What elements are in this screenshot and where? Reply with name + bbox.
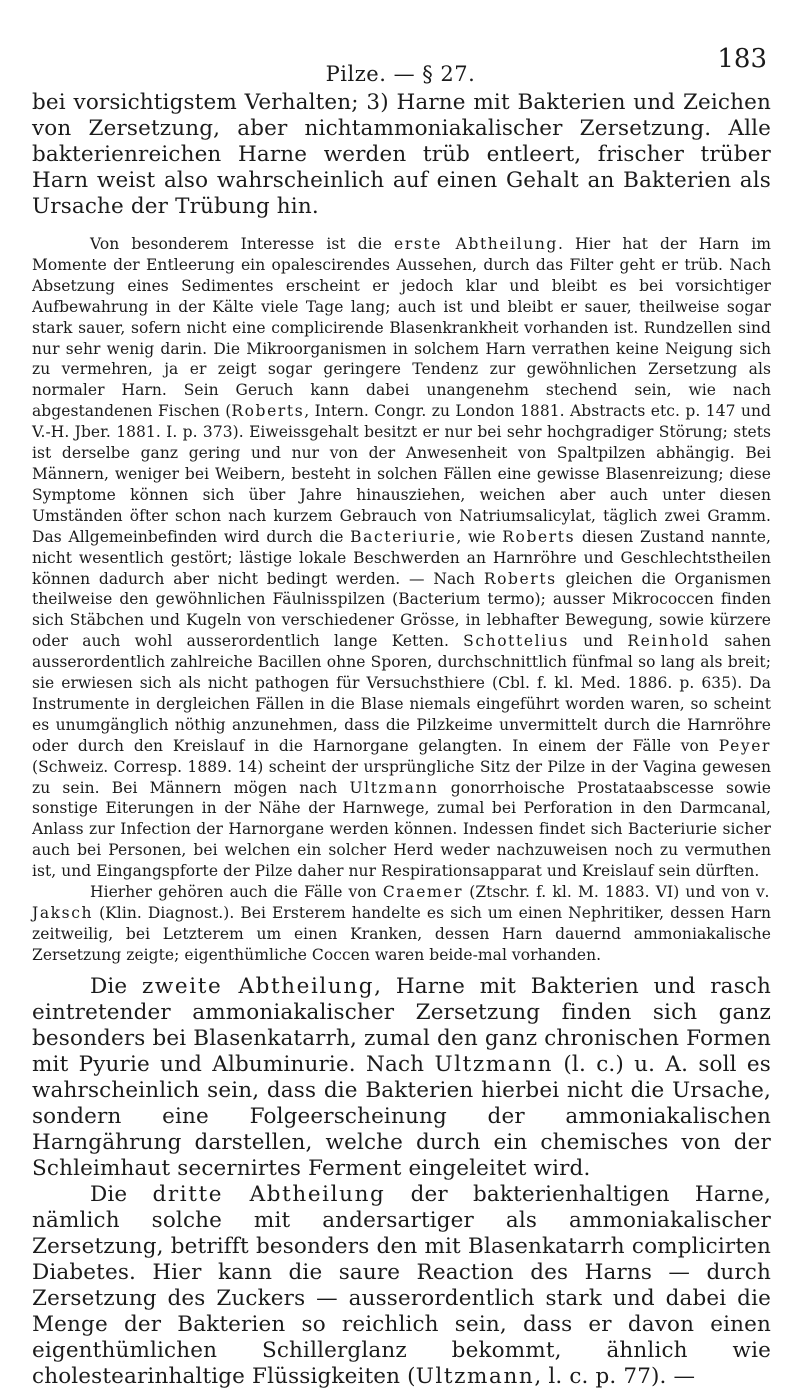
- author-name: Roberts: [231, 402, 305, 421]
- author-name: v. Jaksch: [32, 883, 772, 922]
- page-body: [32, 90, 771, 1390]
- author-name: Schottelius: [463, 632, 569, 651]
- author-name: Roberts: [483, 569, 557, 588]
- author-name: Craemer: [382, 883, 464, 902]
- page-number: 183: [717, 44, 767, 74]
- author-name: Ultzmann: [415, 1363, 535, 1389]
- spaced-term: erste Abtheilung: [394, 235, 558, 253]
- author-name: Ultzmann: [434, 1051, 554, 1077]
- author-name: Peyer: [718, 736, 771, 755]
- paragraph-text: bei vorsichtigstem Verhalten; 3) Harne mit Bakterien und Zeichen von Zersetzung, aber nichtammoniakalischer Zersetzung. Alle bakterienreichen Harne werden trüb entleert, frischer trüber Harn weist also wahrscheinlich auf einen Gehalt an Bakterien als Ursache der Trübung hin.: [32, 90, 771, 219]
- paragraph-intro: [32, 90, 771, 220]
- author-name: Reinhold: [627, 632, 711, 651]
- author-name: Ultzmann: [349, 778, 439, 797]
- spaced-term: Bacteriurie: [350, 527, 457, 546]
- paragraph-first-division: Von besonderem Interesse ist die erste Abtheilung. Hier hat der Harn im Momente der Entleerung ein opalescirendes Aussehen, durch das Filter geht er trüb. Nach Absetzung eines Sedimentes erscheint er jedoch klar und bleibt es bei vorsichtiger Aufbewahrung in der Kälte viele Tage lang; auch ist und bleibt er sauer, theilweise sogar stark sauer, sofern nicht eine complicirende Blasenkrankheit vorhanden ist. Rundzellen sind nur sehr wenig darin. Die Mikroorganismen in solchem Harn verrathen keine Neigung sich zu vermehren, ja er zeigt sogar geringere Tendenz zur gewöhnlichen Zersetzung als normaler Harn. Sein Geruch kann dabei unangenehm stechend sein, wie nach abgestandenen Fischen (Roberts, Intern. Congr. zu London 1881. Abstracts etc. p. 147 und V.-H. Jber. 1881. I. p. 373). Eiweissgehalt besitzt er nur bei sehr hochgradiger Störung; stets ist derselbe ganz gering und nur von der Anwesenheit von Spaltpilzen abhängig. Bei Männern, weniger bei Weibern, besteht in solchen Fällen eine gewisse Blasenreizung; diese Symptome können sich über Jahre hinausziehen, weichen aber auch unter diesen Umständen öfter schon nach kurzem Gebrauch von Natriumsalicylat, täglich zwei Gramm. Das Allgemeinbefinden wird durch die Bacteriurie, wie Roberts diesen Zustand nannte, nicht wesentlich gestört; lästige lokale Beschwerden an Harnröhre und Geschlechtstheilen können dadurch aber nicht bedingt werden. — Nach Roberts gleichen die Organismen theilweise den gewöhnlichen Fäulnisspilzen (Bacterium termo); ausser Mikrococcen finden sich Stäbchen und Kugeln von verschiedener Grösse, in lebhafter Bewegung, sowie kürzere oder auch wohl ausserordentlich lange Ketten. Schottelius und Reinhold sahen ausserordentlich zahlreiche Bacillen ohne Sporen, durchschnittlich fünfmal so lang als breit; sie erwiesen sich als nicht pathogen für Versuchsthiere (Cbl. f. kl. Med. 1886. p. 635). Da Instrumente in dergleichen Fällen in die Blase niemals eingeführt worden waren, so scheint es unumgänglich nöthig anzunehmen, dass die Pilzkeime unvermittelt durch die Harnröhre oder durch den Kreislauf in die Harnorgane gelangten. In einem der Fälle von Peyer (Schweiz. Corresp. 1889. 14) scheint der ursprüngliche Sitz der Pilze in der Vagina gewesen zu sein. Bei Männern mögen nach Ultzmann gonorrhoische Prostataabscesse sowie sonstige Eiterungen in der Nähe der Harnwege, zumal bei Perforation in den Darmcanal, Anlass zur Infection der Harnorgane werden können. Indessen findet sich Bacteriurie sicher auch bei Personen, bei welchen ein solcher Herd weder nachzuweisen noch zu vermuthen ist, und Eingangspforte der Pilze daher nur Respirationsapparat und Kreislauf sein dürften.: [32, 235, 772, 881]
- paragraph-second-division: Die zweite Abtheilung, Harne mit Bakterien und rasch eintretender ammoniakalischer Zersetzung finden sich ganz besonders bei Blasenkatarrh, zumal den ganz chronischen Formen mit Pyurie und Albuminurie. Nach Ultzmann (l. c.) u. A. soll es wahrscheinlich sein, dass die Bakterien hierbei nicht die Ursache, sondern eine Folgeerscheinung der ammoniakalischen Harngährung darstellen, welche durch ein chemisches von der Schleimhaut secernirtes Ferment eingeleitet wird.: [32, 973, 771, 1181]
- author-name: Roberts: [502, 527, 576, 546]
- page-header: [0, 24, 801, 86]
- paragraph-additional-cases: Hierher gehören auch die Fälle von Craemer (Ztschr. f. kl. M. 1883. VI) und von v. Jaksch (Klin. Diagnost.). Bei Ersterem handelte es sich um einen Nephritiker, dessen Harn zeitweilig, bei Letzterem um einen Kranken, dessen Harn dauernd ammoniakalische Zersetzung zeigte; eigenthümliche Coccen waren beide-mal vorhanden.: [32, 883, 772, 964]
- spaced-term: dritte Abtheilung: [152, 1181, 386, 1207]
- paragraph-third-division: Die dritte Abtheilung der bakterienhaltigen Harne, nämlich solche mit andersartiger als ammoniakalischer Zersetzung, betrifft besonders den mit Blasenkatarrh complicirten Diabetes. Hier kann die saure Reaction des Harns — durch Zersetzung des Zuckers — ausserordentlich stark und dabei die Menge der Bakterien so reichlich sein, dass er davon einen eigenthümlichen Schillerglanz bekommt, ähnlich wie cholestearinhaltige Flüssigkeiten (Ultzmann, l. c. p. 77). —: [32, 1181, 771, 1389]
- spaced-term: zweite Abtheilung: [142, 973, 375, 999]
- running-title: Pilze. — § 27.: [325, 62, 476, 86]
